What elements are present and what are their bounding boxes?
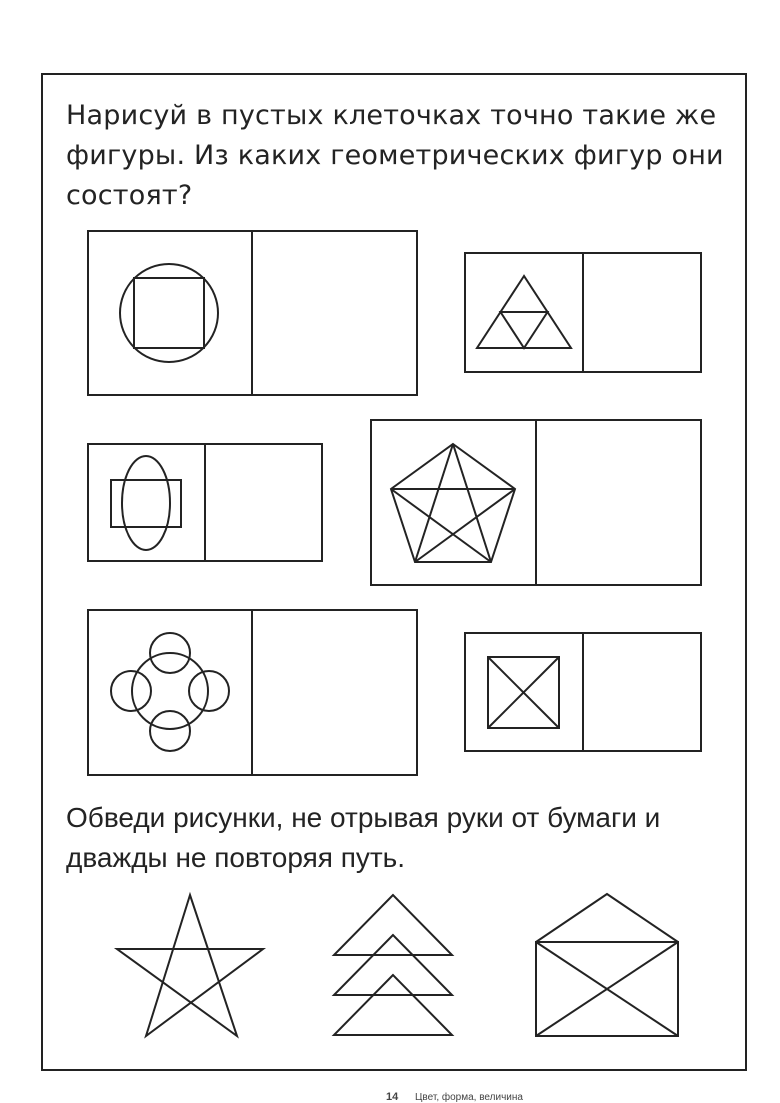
trace-star[interactable] [117, 895, 263, 1036]
sample-five-circles-figure [111, 633, 229, 751]
task2-instruction: Обведи рисунки, не отрывая руки от бумаги и дважды не повторяя путь. [66, 802, 661, 873]
section-title: Цвет, форма, величина [415, 1092, 523, 1103]
empty-drawing-cell[interactable] [254, 612, 415, 773]
empty-drawing-cell[interactable] [585, 635, 699, 749]
trace-stacked-triangles[interactable] [334, 895, 452, 1035]
sample-triangle-grid-figure [477, 276, 571, 348]
card-ellipse-rectangle [88, 444, 322, 561]
sample-square-diagonals-figure [488, 657, 559, 728]
card-five-circles [88, 610, 417, 775]
sample-ellipse-rectangle-figure [111, 456, 181, 550]
card-circle-square [88, 231, 417, 395]
sample-pentagon-figure [391, 444, 515, 562]
empty-drawing-cell[interactable] [585, 255, 699, 370]
card-triangle-grid [465, 253, 701, 372]
card-square-diagonals [465, 633, 701, 751]
empty-drawing-cell[interactable] [254, 233, 415, 393]
trace-envelope[interactable] [536, 894, 678, 1036]
page-number: 14 [386, 1091, 399, 1103]
task1-instruction: Нарисуй в пустых клеточках точно такие же фигуры. Из каких геометрических фигур они состоят? [66, 100, 724, 211]
sample-circle-square-figure [120, 264, 218, 362]
page-footer [386, 1091, 523, 1103]
card-pentagon [371, 420, 701, 585]
empty-drawing-cell[interactable] [207, 446, 320, 559]
empty-drawing-cell[interactable] [538, 422, 699, 583]
